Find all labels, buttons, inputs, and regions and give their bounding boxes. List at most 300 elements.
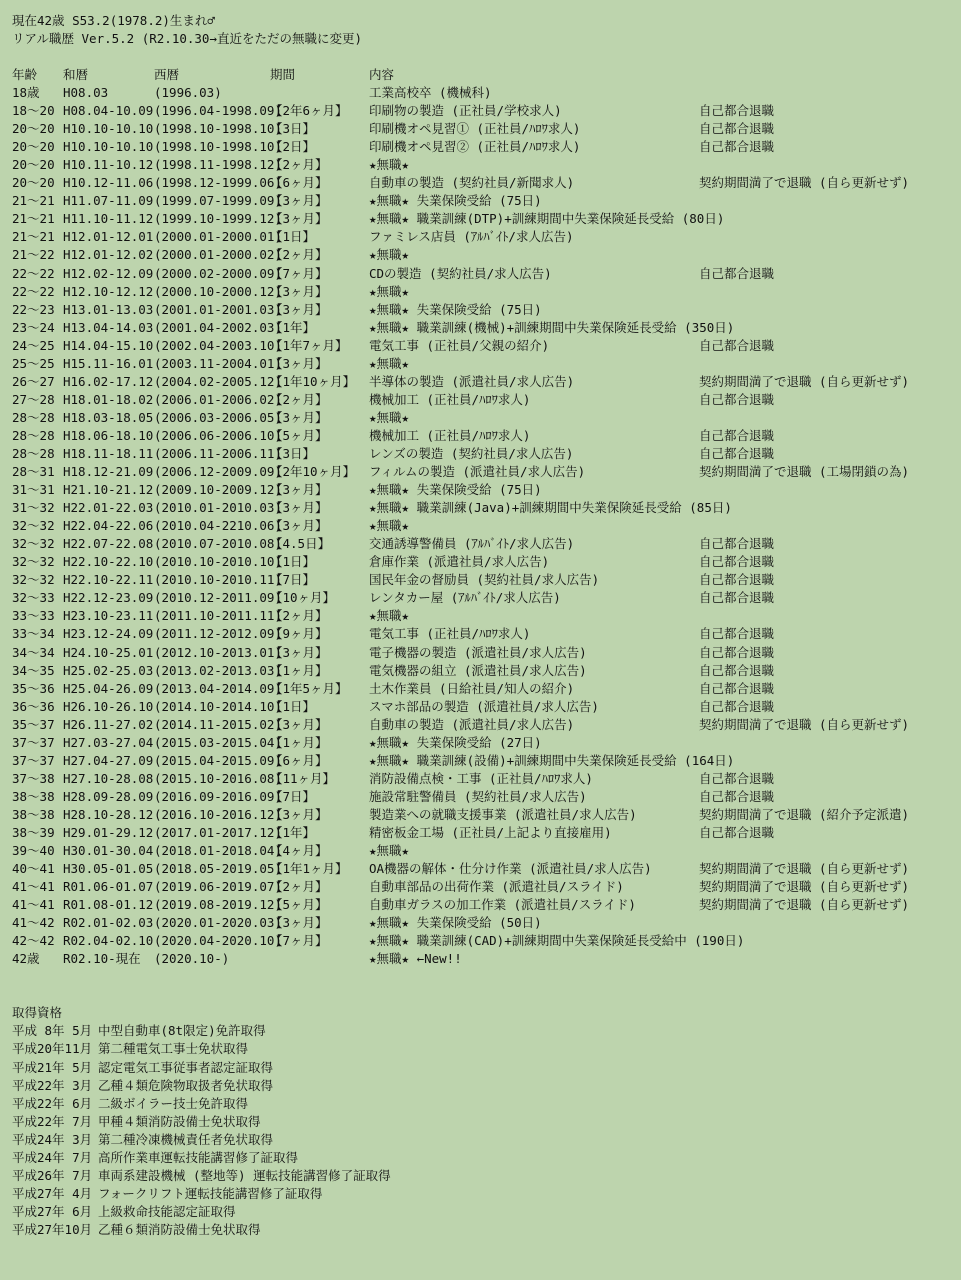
row-content: ★無職★ bbox=[369, 843, 410, 859]
row-content: 製造業への就職支援事業 (派遣社員/求人広告) bbox=[369, 806, 637, 822]
row-content: 自動車の製造 (契約社員/新聞求人) bbox=[369, 175, 575, 191]
row-wareki: H25.02-25.03 bbox=[63, 662, 154, 678]
row-seireki: (2009.10-2009.12) bbox=[154, 482, 282, 498]
row-seireki: (2010.10-2010.10) bbox=[154, 554, 282, 570]
history-row bbox=[12, 192, 952, 210]
row-seireki: (2015.03-2015.04) bbox=[154, 734, 282, 750]
history-row bbox=[12, 896, 952, 914]
history-row bbox=[12, 824, 952, 842]
row-age: 32～32 bbox=[12, 536, 55, 552]
row-age: 27～28 bbox=[12, 391, 55, 407]
row-wareki: H12.01-12.01 bbox=[63, 229, 154, 245]
row-period: 【2ヶ月】 bbox=[270, 879, 328, 895]
row-result: 自己都合退職 bbox=[699, 626, 775, 642]
history-row bbox=[12, 517, 952, 535]
row-period: 【6ヶ月】 bbox=[270, 752, 328, 768]
row-period: 【1年1ヶ月】 bbox=[270, 861, 348, 877]
row-age: 33～33 bbox=[12, 608, 55, 624]
history-row bbox=[12, 644, 952, 662]
row-content: 印刷機オペ見習① (正社員/ﾊﾛﾜ求人) bbox=[369, 121, 581, 137]
row-result: 自己都合退職 bbox=[699, 445, 775, 461]
row-seireki: (2010.12-2011.09) bbox=[154, 590, 282, 606]
row-seireki: (2011.10-2011.11) bbox=[154, 608, 282, 624]
row-wareki: H23.12-24.09 bbox=[63, 626, 154, 642]
qualification-name: 上級救命技能認定証取得 bbox=[98, 1204, 236, 1220]
row-age: 40～41 bbox=[12, 861, 55, 877]
row-content: ★無職★ 失業保険受給 (75日) bbox=[369, 193, 542, 209]
row-age: 36～36 bbox=[12, 698, 55, 714]
history-row bbox=[12, 445, 952, 463]
row-result: 自己都合退職 bbox=[699, 391, 775, 407]
row-age: 20～20 bbox=[12, 139, 55, 155]
column-headers bbox=[12, 66, 952, 84]
row-seireki: (2011.12-2012.09) bbox=[154, 626, 282, 642]
row-seireki: (2006.12-2009.09) bbox=[154, 464, 282, 480]
row-wareki: H22.07-22.08 bbox=[63, 536, 154, 552]
row-period: 【2日】 bbox=[270, 139, 316, 155]
header-content: 内容 bbox=[369, 67, 395, 82]
row-seireki: (2020.01-2020.03) bbox=[154, 915, 282, 931]
row-period: 【7日】 bbox=[270, 788, 316, 804]
row-content: ★無職★ bbox=[369, 157, 410, 173]
row-content: 電子機器の製造 (派遣社員/求人広告) bbox=[369, 644, 587, 660]
row-age: 39～40 bbox=[12, 843, 55, 859]
row-period: 【3ヶ月】 bbox=[270, 301, 328, 317]
history-row bbox=[12, 481, 952, 499]
row-content: 施設常駐警備員 (契約社員/求人広告) bbox=[369, 788, 587, 804]
row-wareki: H27.03-27.04 bbox=[63, 734, 154, 750]
row-content: 自動車ガラスの加工作業 (派遣社員/スライド) bbox=[369, 897, 636, 913]
row-result: 契約期間満了で退職 (工場閉鎖の為) bbox=[699, 464, 910, 480]
row-content: 自動車の製造 (派遣社員/求人広告) bbox=[369, 716, 575, 732]
row-age: 28～28 bbox=[12, 427, 55, 443]
row-wareki: H22.04-22.06 bbox=[63, 518, 154, 534]
row-period: 【3日】 bbox=[270, 445, 316, 461]
row-content: ★無職★ bbox=[369, 283, 410, 299]
row-content: CDの製造 (契約社員/求人広告) bbox=[369, 265, 552, 281]
qualification-date: 平成24年 7月 bbox=[12, 1150, 93, 1165]
row-age: 20～20 bbox=[12, 121, 55, 137]
qualification-date: 平成26年 7月 bbox=[12, 1168, 93, 1184]
row-wareki: H08.03 bbox=[63, 85, 109, 101]
row-period: 【1年】 bbox=[270, 319, 316, 335]
header-line-1: 現在42歳 S53.2(1978.2)生まれ♂ bbox=[12, 13, 215, 28]
row-content: ★無職★ ←New!! bbox=[369, 951, 462, 967]
row-content: 電気工事 (正社員/父親の紹介) bbox=[369, 337, 550, 353]
row-age: 26～27 bbox=[12, 373, 55, 389]
row-content: ★無職★ 失業保険受給 (75日) bbox=[369, 301, 542, 317]
row-seireki: (2019.06-2019.07) bbox=[154, 879, 282, 895]
history-row bbox=[12, 698, 952, 716]
qualifications-title: 取得資格 bbox=[12, 1005, 63, 1021]
row-wareki: H22.01-22.03 bbox=[63, 500, 154, 516]
row-wareki: H10.11-10.12 bbox=[63, 157, 154, 173]
row-result: 自己都合退職 bbox=[699, 139, 775, 155]
row-wareki: H15.11-16.01 bbox=[63, 355, 154, 371]
row-wareki: H22.10-22.10 bbox=[63, 554, 154, 570]
row-age: 21～21 bbox=[12, 211, 55, 227]
row-wareki: H26.11-27.02 bbox=[63, 716, 154, 732]
row-seireki: (2006.06-2006.10) bbox=[154, 427, 282, 443]
row-period: 【1年10ヶ月】 bbox=[270, 373, 356, 389]
row-age: 25～25 bbox=[12, 355, 55, 371]
qualification-item bbox=[12, 1221, 952, 1239]
row-period: 【1年】 bbox=[270, 824, 316, 840]
row-wareki: R01.06-01.07 bbox=[63, 879, 154, 895]
row-period: 【9ヶ月】 bbox=[270, 626, 328, 642]
row-period: 【11ヶ月】 bbox=[270, 770, 336, 786]
history-row bbox=[12, 319, 952, 337]
history-row bbox=[12, 265, 952, 283]
row-content: 工業高校卒 (機械科) bbox=[369, 85, 492, 101]
history-row bbox=[12, 860, 952, 878]
spacer bbox=[12, 986, 952, 1004]
history-row bbox=[12, 571, 952, 589]
row-seireki: (1998.11-1998.12) bbox=[154, 157, 282, 173]
row-seireki: (2006.01-2006.02) bbox=[154, 391, 282, 407]
header-wareki: 和暦 bbox=[63, 67, 89, 82]
row-wareki: H23.10-23.11 bbox=[63, 608, 154, 624]
history-row bbox=[12, 770, 952, 788]
row-content: ★無職★ bbox=[369, 247, 410, 263]
history-row bbox=[12, 355, 952, 373]
history-row bbox=[12, 950, 952, 968]
row-age: 32～32 bbox=[12, 554, 55, 570]
row-wareki: H28.09-28.09 bbox=[63, 788, 154, 804]
row-wareki: H18.11-18.11 bbox=[63, 445, 154, 461]
row-wareki: H13.04-14.03 bbox=[63, 319, 154, 335]
qualification-name: 第二種電気工事士免状取得 bbox=[98, 1041, 249, 1057]
row-wareki: H11.07-11.09 bbox=[63, 193, 154, 209]
row-wareki: H13.01-13.03 bbox=[63, 301, 154, 317]
history-row bbox=[12, 788, 952, 806]
row-age: 35～36 bbox=[12, 680, 55, 696]
row-period: 【3ヶ月】 bbox=[270, 500, 328, 516]
row-content: 印刷機オペ見習② (正社員/ﾊﾛﾜ求人) bbox=[369, 139, 581, 155]
row-age: 32～32 bbox=[12, 572, 55, 588]
row-seireki: (2000.01-2000.02) bbox=[154, 247, 282, 263]
row-period: 【3ヶ月】 bbox=[270, 211, 328, 227]
qualification-date: 平成 8年 5月 bbox=[12, 1023, 93, 1039]
history-row bbox=[12, 246, 952, 264]
row-result: 契約期間満了で退職 (自ら更新せず) bbox=[699, 175, 910, 191]
row-result: 自己都合退職 bbox=[699, 337, 775, 353]
row-seireki: (2006.11-2006.11) bbox=[154, 445, 282, 461]
row-period: 【3ヶ月】 bbox=[270, 915, 328, 931]
row-wareki: H18.06-18.10 bbox=[63, 427, 154, 443]
history-row bbox=[12, 806, 952, 824]
row-seireki: (2001.04-2002.03) bbox=[154, 319, 282, 335]
row-result: 契約期間満了で退職 (自ら更新せず) bbox=[699, 716, 910, 732]
row-wareki: R01.08-01.12 bbox=[63, 897, 154, 913]
row-wareki: H27.10-28.08 bbox=[63, 770, 154, 786]
row-age: 38～38 bbox=[12, 788, 55, 804]
row-content: ★無職★ 職業訓練(CAD)+訓練期間中失業保険延長受給中 (190日) bbox=[369, 933, 745, 949]
row-content: 印刷物の製造 (正社員/学校求人) bbox=[369, 103, 562, 119]
row-content: 機械加工 (正社員/ﾊﾛﾜ求人) bbox=[369, 391, 531, 407]
row-age: 22～22 bbox=[12, 283, 55, 299]
history-row bbox=[12, 914, 952, 932]
row-seireki: (2014.11-2015.02) bbox=[154, 716, 282, 732]
row-wareki: H21.10-21.12 bbox=[63, 482, 154, 498]
row-wareki: H22.10-22.11 bbox=[63, 572, 154, 588]
row-period: 【4ヶ月】 bbox=[270, 843, 328, 859]
row-age: 38～38 bbox=[12, 806, 55, 822]
row-wareki: R02.10-現在 bbox=[63, 951, 141, 967]
row-content: 土木作業員 (日給社員/知人の紹介) bbox=[369, 680, 575, 696]
history-row bbox=[12, 102, 952, 120]
row-content: 電気工事 (正社員/ﾊﾛﾜ求人) bbox=[369, 626, 531, 642]
row-content: ★無職★ 職業訓練(DTP)+訓練期間中失業保険延長受給 (80日) bbox=[369, 211, 725, 227]
row-period: 【3ヶ月】 bbox=[270, 482, 328, 498]
row-result: 自己都合退職 bbox=[699, 121, 775, 137]
qualification-name: 中型自動車(8t限定)免許取得 bbox=[98, 1023, 266, 1039]
row-result: 契約期間満了で退職 (紹介予定派遣) bbox=[699, 806, 910, 822]
qualification-date: 平成22年 7月 bbox=[12, 1113, 93, 1129]
qualifications-list bbox=[12, 1022, 952, 1239]
row-period: 【10ヶ月】 bbox=[270, 590, 336, 606]
qualification-item bbox=[12, 1040, 952, 1058]
row-age: 34～35 bbox=[12, 662, 55, 678]
row-period: 【1ヶ月】 bbox=[270, 662, 328, 678]
row-period: 【1年7ヶ月】 bbox=[270, 337, 348, 353]
qualification-name: 車両系建設機械 (整地等) 運転技能講習修了証取得 bbox=[98, 1168, 391, 1184]
row-period: 【1年5ヶ月】 bbox=[270, 680, 348, 696]
row-period: 【5ヶ月】 bbox=[270, 897, 328, 913]
row-content: スマホ部品の製造 (派遣社員/求人広告) bbox=[369, 698, 599, 714]
qualification-item bbox=[12, 1203, 952, 1221]
row-age: 37～37 bbox=[12, 752, 55, 768]
qualification-item bbox=[12, 1059, 952, 1077]
row-age: 42～42 bbox=[12, 933, 55, 949]
row-wareki: H22.12-23.09 bbox=[63, 590, 154, 606]
row-wareki: H10.12-11.06 bbox=[63, 175, 154, 191]
history-row bbox=[12, 607, 952, 625]
row-period: 【1ヶ月】 bbox=[270, 734, 328, 750]
history-row bbox=[12, 535, 952, 553]
row-age: 28～31 bbox=[12, 464, 55, 480]
history-row bbox=[12, 301, 952, 319]
row-wareki: R02.01-02.03 bbox=[63, 915, 154, 931]
history-row bbox=[12, 156, 952, 174]
qualification-name: 乙種６類消防設備士免状取得 bbox=[98, 1222, 261, 1238]
row-content: 国民年金の督励員 (契約社員/求人広告) bbox=[369, 572, 600, 588]
row-result: 自己都合退職 bbox=[699, 427, 775, 443]
spacer bbox=[12, 968, 952, 986]
row-seireki: (1996.04-1998.09) bbox=[154, 103, 282, 119]
row-content: 精密板金工場 (正社員/上記より直接雇用) bbox=[369, 824, 612, 840]
row-period: 【3ヶ月】 bbox=[270, 283, 328, 299]
row-result: 自己都合退職 bbox=[699, 824, 775, 840]
row-period: 【1日】 bbox=[270, 229, 316, 245]
history-row bbox=[12, 373, 952, 391]
history-row bbox=[12, 716, 952, 734]
qualification-item bbox=[12, 1022, 952, 1040]
qualification-name: 乙種４類危険物取扱者免状取得 bbox=[98, 1077, 274, 1093]
row-wareki: H12.10-12.12 bbox=[63, 283, 154, 299]
row-age: 20～20 bbox=[12, 175, 55, 191]
row-wareki: H30.01-30.04 bbox=[63, 843, 154, 859]
history-row bbox=[12, 842, 952, 860]
row-age: 24～25 bbox=[12, 337, 55, 353]
row-content: 機械加工 (正社員/ﾊﾛﾜ求人) bbox=[369, 427, 531, 443]
row-content: ★無職★ bbox=[369, 355, 410, 371]
qualifications-section bbox=[12, 1004, 952, 1239]
row-age: 18歳 bbox=[12, 85, 40, 101]
row-result: 自己都合退職 bbox=[699, 788, 775, 804]
row-content: ★無職★ 失業保険受給 (50日) bbox=[369, 915, 542, 931]
row-seireki: (2020.04-2020.10) bbox=[154, 933, 282, 949]
row-age: 32～33 bbox=[12, 590, 55, 606]
row-result: 契約期間満了で退職 (自ら更新せず) bbox=[699, 897, 910, 913]
row-seireki: (2019.08-2019.12) bbox=[154, 897, 282, 913]
row-wareki: H24.10-25.01 bbox=[63, 644, 154, 660]
header-seireki: 西暦 bbox=[154, 67, 180, 82]
history-row bbox=[12, 337, 952, 355]
qualification-date: 平成27年 4月 bbox=[12, 1186, 93, 1202]
history-row bbox=[12, 752, 952, 770]
row-wareki: H29.01-29.12 bbox=[63, 824, 154, 840]
qualification-item bbox=[12, 1113, 952, 1131]
header-line-2: リアル職歴 Ver.5.2 (R2.10.30→直近をただの無職に変更) bbox=[12, 31, 363, 46]
row-age: 22～22 bbox=[12, 265, 55, 281]
history-row bbox=[12, 499, 952, 517]
row-seireki: (2003.11-2004.01) bbox=[154, 355, 282, 371]
row-result: 自己都合退職 bbox=[699, 536, 775, 552]
qualification-date: 平成20年11月 bbox=[12, 1041, 93, 1057]
row-result: 契約期間満了で退職 (自ら更新せず) bbox=[699, 879, 910, 895]
row-seireki: (2000.01-2000.01) bbox=[154, 229, 282, 245]
row-wareki: H10.10-10.10 bbox=[63, 139, 154, 155]
header-age: 年齢 bbox=[12, 67, 38, 82]
row-seireki: (2016.09-2016.09) bbox=[154, 788, 282, 804]
row-period: 【2ヶ月】 bbox=[270, 157, 328, 173]
row-wareki: H11.10-11.12 bbox=[63, 211, 154, 227]
row-age: 42歳 bbox=[12, 951, 40, 967]
row-period: 【2ヶ月】 bbox=[270, 391, 328, 407]
row-result: 契約期間満了で退職 (自ら更新せず) bbox=[699, 861, 910, 877]
history-row bbox=[12, 210, 952, 228]
row-content: ★無職★ 職業訓練(機械)+訓練期間中失業保険延長受給 (350日) bbox=[369, 319, 735, 335]
row-age: 32～32 bbox=[12, 518, 55, 534]
row-content: ★無職★ bbox=[369, 608, 410, 624]
row-period: 【2年10ヶ月】 bbox=[270, 464, 356, 480]
row-result: 自己都合退職 bbox=[699, 554, 775, 570]
row-content: ★無職★ 職業訓練(設備)+訓練期間中失業保険延長受給 (164日) bbox=[369, 752, 735, 768]
row-content: レンズの製造 (契約社員/求人広告) bbox=[369, 445, 574, 461]
history-row bbox=[12, 625, 952, 643]
row-period: 【2ヶ月】 bbox=[270, 247, 328, 263]
row-seireki: (2006.03-2006.05) bbox=[154, 409, 282, 425]
row-wareki: H16.02-17.12 bbox=[63, 373, 154, 389]
row-age: 35～37 bbox=[12, 716, 55, 732]
qualification-name: 第二種冷凍機械責任者免状取得 bbox=[98, 1131, 274, 1147]
row-age: 18～20 bbox=[12, 103, 55, 119]
history-row bbox=[12, 120, 952, 138]
history-row bbox=[12, 589, 952, 607]
row-age: 41～41 bbox=[12, 897, 55, 913]
row-period: 【3ヶ月】 bbox=[270, 716, 328, 732]
row-period: 【5ヶ月】 bbox=[270, 427, 328, 443]
row-period: 【3ヶ月】 bbox=[270, 193, 328, 209]
row-seireki: (2018.05-2019.05) bbox=[154, 861, 282, 877]
header-period: 期間 bbox=[270, 67, 296, 82]
row-seireki: (1998.10-1998.10) bbox=[154, 121, 282, 137]
history-row bbox=[12, 138, 952, 156]
qualification-item bbox=[12, 1077, 952, 1095]
row-age: 21～21 bbox=[12, 229, 55, 245]
history-row bbox=[12, 427, 952, 445]
history-row bbox=[12, 174, 952, 192]
history-row bbox=[12, 409, 952, 427]
row-period: 【6ヶ月】 bbox=[270, 175, 328, 191]
qualification-date: 平成22年 6月 bbox=[12, 1095, 93, 1111]
row-age: 28～28 bbox=[12, 445, 55, 461]
history-row bbox=[12, 228, 952, 246]
row-content: ファミレス店員 (ｱﾙﾊﾞｲﾄ/求人広告) bbox=[369, 229, 574, 245]
history-row bbox=[12, 463, 952, 481]
row-seireki: (2018.01-2018.04) bbox=[154, 843, 282, 859]
qualification-date: 平成21年 5月 bbox=[12, 1059, 93, 1075]
row-age: 37～38 bbox=[12, 770, 55, 786]
row-seireki: (2010.07-2010.08) bbox=[154, 536, 282, 552]
row-seireki: (1996.03) bbox=[154, 85, 222, 101]
row-content: 電気機器の組立 (派遣社員/求人広告) bbox=[369, 662, 587, 678]
row-age: 33～34 bbox=[12, 626, 55, 642]
row-age: 37～37 bbox=[12, 734, 55, 750]
row-wareki: H25.04-26.09 bbox=[63, 680, 154, 696]
qualification-name: 認定電気工事従事者認定証取得 bbox=[98, 1059, 274, 1075]
qualification-name: 甲種４類消防設備士免状取得 bbox=[98, 1113, 261, 1129]
row-period: 【1日】 bbox=[270, 554, 316, 570]
qualification-item bbox=[12, 1149, 952, 1167]
row-seireki: (1998.10-1998.10) bbox=[154, 139, 282, 155]
qualification-date: 平成22年 3月 bbox=[12, 1077, 93, 1093]
history-row bbox=[12, 84, 952, 102]
row-period: 【4.5日】 bbox=[270, 536, 331, 552]
qualification-item bbox=[12, 1095, 952, 1113]
row-seireki: (2015.10-2016.08) bbox=[154, 770, 282, 786]
row-wareki: H27.04-27.09 bbox=[63, 752, 154, 768]
row-period: 【2ヶ月】 bbox=[270, 608, 328, 624]
row-seireki: (2020.10-) bbox=[154, 951, 230, 967]
row-seireki: (2014.10-2014.10) bbox=[154, 698, 282, 714]
row-age: 21～22 bbox=[12, 247, 55, 263]
row-wareki: H18.01-18.02 bbox=[63, 391, 154, 407]
row-period: 【3日】 bbox=[270, 121, 316, 137]
row-wareki: H18.03-18.05 bbox=[63, 409, 154, 425]
history-row bbox=[12, 878, 952, 896]
row-result: 自己都合退職 bbox=[699, 698, 775, 714]
spacer bbox=[12, 48, 952, 66]
row-age: 34～34 bbox=[12, 644, 55, 660]
row-seireki: (2000.02-2000.09) bbox=[154, 265, 282, 281]
history-row bbox=[12, 662, 952, 680]
history-row bbox=[12, 283, 952, 301]
row-content: ★無職★ bbox=[369, 518, 410, 534]
row-age: 38～39 bbox=[12, 824, 55, 840]
row-content: 自動車部品の出荷作業 (派遣社員/スライド) bbox=[369, 879, 624, 895]
qualification-date: 平成24年 3月 bbox=[12, 1131, 93, 1147]
row-seireki: (1999.07-1999.09) bbox=[154, 193, 282, 209]
row-result: 自己都合退職 bbox=[699, 103, 775, 119]
row-period: 【3ヶ月】 bbox=[270, 518, 328, 534]
row-seireki: (1999.10-1999.12) bbox=[154, 211, 282, 227]
row-seireki: (2010.01-2010.03) bbox=[154, 500, 282, 516]
row-wareki: R02.04-02.10 bbox=[63, 933, 154, 949]
row-seireki: (2017.01-2017.12) bbox=[154, 824, 282, 840]
row-seireki: (2016.10-2016.12) bbox=[154, 806, 282, 822]
